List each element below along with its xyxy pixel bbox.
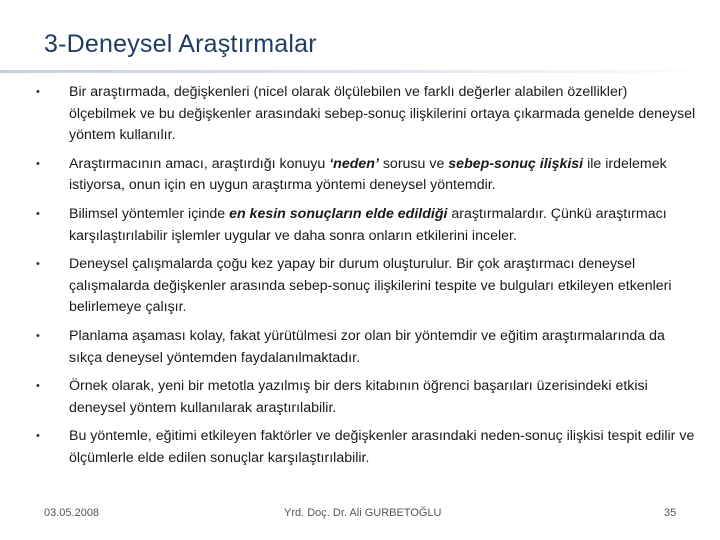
bullet-list [36, 82, 696, 477]
bullet-item [36, 426, 696, 469]
bullet-marker: • [36, 329, 40, 342]
bullet-item [36, 376, 696, 419]
bullet-item [36, 254, 696, 319]
bullet-marker: • [36, 207, 40, 220]
footer-author: Yrd. Doç. Dr. Ali GURBETOĞLU [284, 507, 442, 519]
bullet-item [36, 326, 696, 369]
bullet-text: Deneysel çalışmalarda çoğu kez yapay bir durum oluşturulur. Bir çok araştırmacı deneysel çalışmalarda değişkenler arasında sebep-sonuç ilişkilerini tespite ve bulguları etkileyen etkenleri belirlemeye çalışır. [69, 256, 672, 316]
bullet-text: Bilimsel yöntemler içinde [69, 205, 230, 222]
bullet-emphasis-text: ‘neden’ [329, 155, 379, 172]
bullet-text: Örnek olarak, yeni bir metotla yazılmış bir ders kitabının öğrenci başarıları üzerisindeki etkisi deneysel yöntem kullanılarak araştırılabilir. [69, 378, 648, 416]
bullet-text: sorusu ve [378, 155, 449, 172]
page-number: 35 [664, 507, 677, 519]
bullet-text: Araştırmacının amacı, araştırdığı konuyu [69, 155, 330, 172]
bullet-marker: • [36, 157, 40, 170]
bullet-emphasis-text: sebep-sonuç ilişkisi [448, 155, 584, 172]
bullet-text: Bu yöntemle, eğitimi etkileyen faktörler ve değişkenler arasındaki neden-sonuç ilişkisi tespit edilir ve ölçümlerle elde edilen sonuçlar karşılaştırılabilir. [69, 428, 695, 466]
bullet-marker: • [36, 380, 40, 393]
bullet-item [36, 154, 696, 197]
footer-date: 03.05.2008 [44, 507, 100, 519]
title-divider [0, 70, 720, 73]
bullet-item [36, 82, 696, 147]
bullet-text: ile irdelemek istiyorsa, onun için en uygun araştırma yöntemi deneysel yöntemdir. [69, 155, 667, 194]
bullet-marker: • [36, 430, 40, 443]
bullet-marker: • [36, 86, 40, 98]
bullet-text: Planlama aşaması kolay, fakat yürütülmesi zor olan bir yöntemdir ve eğitim araştırmalarında da sıkça deneysel yöntemden faydalanılmaktadır. [69, 327, 665, 366]
slide-title: 3-Deneysel Araştırmalar [44, 30, 317, 58]
bullet-text: araştırmalardır. Çünkü araştırmacı karşılaştırılabilir işlemler uygular ve daha sonra onların etkilerini inceler. [69, 205, 667, 244]
bullet-emphasis-text: en kesin sonuçların elde edildiği [229, 205, 448, 222]
bullet-item [36, 204, 696, 247]
bullet-marker: • [36, 258, 40, 271]
bullet-text: Bir araştırmada, değişkenleri (nicel olarak ölçülebilen ve farklı değerler alabilen özellikler) ölçebilmek ve bu değişkenler arasındaki sebep-sonuç ilişkilerini ortaya çıkarmada genelde deneysel yöntem kullanılır. [69, 84, 696, 144]
